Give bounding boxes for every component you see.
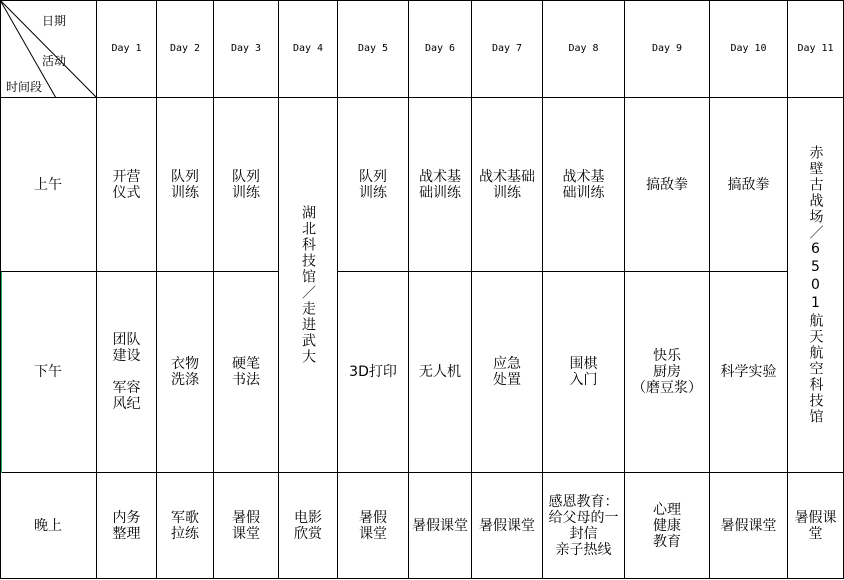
afternoon-activity: 无人机 <box>409 272 472 473</box>
day-header: Day 9 <box>625 0 710 98</box>
morning-activity: 搞敌拳 <box>710 98 788 272</box>
day-header: Day 8 <box>543 0 625 98</box>
morning-activity: 搞敌拳 <box>625 98 710 272</box>
evening-activity: 暑假 课堂 <box>214 473 279 579</box>
evening-activity: 暑假课堂 <box>409 473 472 579</box>
corner-activity-label: 活动 <box>42 54 67 68</box>
period-label: 晚上 <box>0 473 97 579</box>
afternoon-activity: 3D打印 <box>338 272 409 473</box>
afternoon-activity: 快乐 厨房 （磨豆浆） <box>625 272 710 473</box>
evening-activity: 感恩教育： 给父母的一 封信 亲子热线 <box>543 473 625 579</box>
period-label: 下午 <box>0 272 97 473</box>
morning-activity: 战术基 础训练 <box>543 98 625 272</box>
evening-activity: 暑假课堂 <box>472 473 543 579</box>
afternoon-activity: 围棋 入门 <box>543 272 625 473</box>
day-header: Day 3 <box>214 0 279 98</box>
corner-date-label: 日期 <box>42 14 67 28</box>
evening-activity: 心理 健康 教育 <box>625 473 710 579</box>
day-header: Day 2 <box>157 0 214 98</box>
day-header: Day 11 <box>788 0 844 98</box>
corner-period-label: 时间段 <box>6 80 43 94</box>
morning-activity: 队列 训练 <box>214 98 279 272</box>
day-header: Day 7 <box>472 0 543 98</box>
left-edge-highlight <box>0 272 2 473</box>
afternoon-activity: 科学实验 <box>710 272 788 473</box>
period-label: 上午 <box>0 98 97 272</box>
day4-merged-activity: 湖北科技馆／走进武大 <box>279 98 338 473</box>
evening-activity: 电影 欣赏 <box>279 473 338 579</box>
morning-activity: 战术基础 训练 <box>472 98 543 272</box>
day-header: Day 1 <box>97 0 157 98</box>
morning-activity: 队列 训练 <box>338 98 409 272</box>
day-header: Day 4 <box>279 0 338 98</box>
evening-activity: 暑假课堂 <box>710 473 788 579</box>
afternoon-activity: 应急 处置 <box>472 272 543 473</box>
evening-activity: 内务 整理 <box>97 473 157 579</box>
day-header: Day 5 <box>338 0 409 98</box>
afternoon-activity: 团队 建设 军容 风纪 <box>97 272 157 473</box>
morning-activity: 战术基 础训练 <box>409 98 472 272</box>
evening-activity: 暑假课 堂 <box>788 473 844 579</box>
day-header: Day 6 <box>409 0 472 98</box>
evening-activity: 军歌 拉练 <box>157 473 214 579</box>
day11-merged-activity: 赤壁古战场／6501航天航空科技馆 <box>788 98 844 473</box>
afternoon-activity: 硬笔 书法 <box>214 272 279 473</box>
evening-activity: 暑假 课堂 <box>338 473 409 579</box>
morning-activity: 开营 仪式 <box>97 98 157 272</box>
day-header: Day 10 <box>710 0 788 98</box>
afternoon-activity: 衣物 洗涤 <box>157 272 214 473</box>
morning-activity: 队列 训练 <box>157 98 214 272</box>
